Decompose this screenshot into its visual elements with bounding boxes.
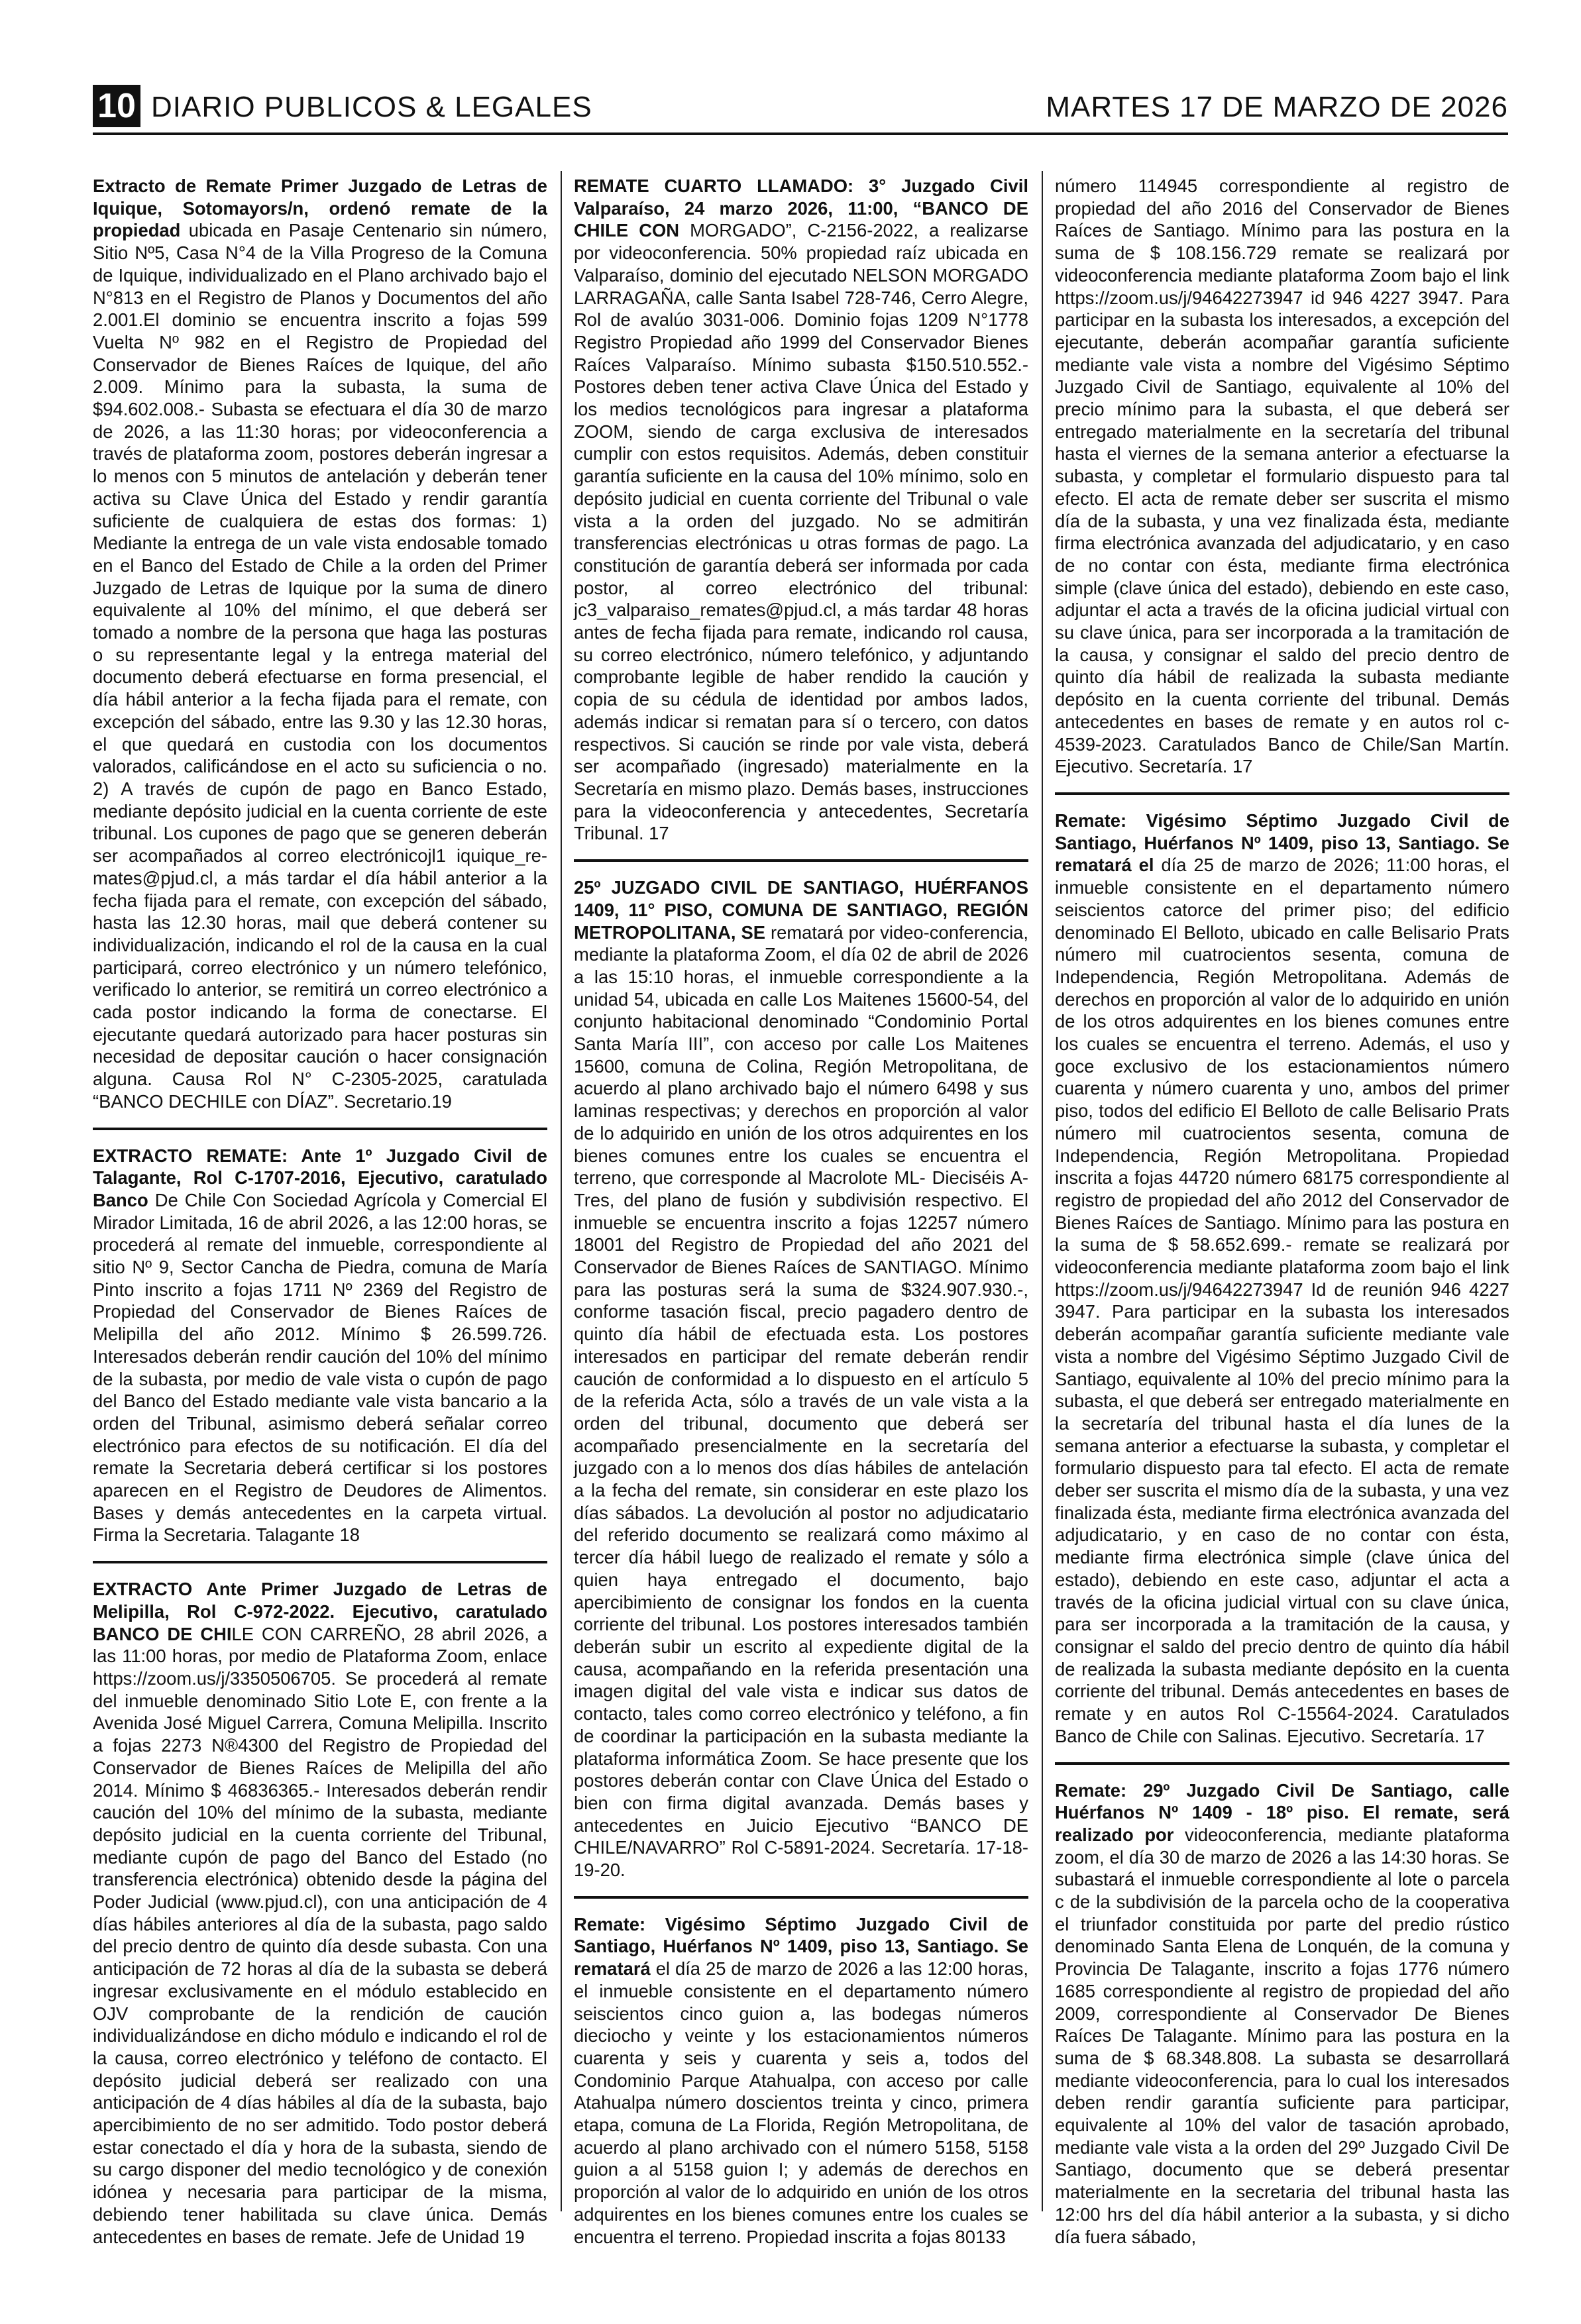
legal-notice <box>1055 1762 1509 2263</box>
column-divider <box>1042 171 1043 2211</box>
notice-heading: EXTRACTO REMATE: Ante 1º Juzgado Civil de Talagante, Rol C-1707-2016, Ejecutivo, caratulado Banco <box>93 1145 547 1210</box>
column-divider <box>561 171 562 2211</box>
notice-text <box>93 175 547 1113</box>
legal-notice <box>574 1896 1028 2263</box>
notice-text <box>93 1145 547 1547</box>
notice-body: número 114945 correspondiente al registro de propiedad del año 2016 del Conservador de Bienes Raíces de Santiago. Mínimo para las postura en la suma de $ 108.156.729 remate se realizará por videoconferencia mediante plataforma Zoom bajo el link https://zoom.us/j/94642273947 id 946 4227 3947. Para participar en la subasta los interesados, a excepción del ejecutante, deberán acompañar garantía suficiente mediante vale vista a nombre del Vigésimo Séptimo Juzgado Civil de Santiago, equivalente al 10% del precio mínimo para la subasta, el que deberá ser entregado materialmente en la secretaría del tribunal hasta el viernes de la semana anterior a efectuarse la subasta, y completar el formulario dispuesto para tal efecto. El acta de remate deber ser suscrita el mismo día de la subasta, y una vez finalizada ésta, mediante firma electrónica avanzada del adjudicatario, y en caso de no contar con ésta, mediante firma electrónica simple (clave única del estado), debiendo en este caso, adjuntar el acta a través de la oficina judicial virtual con su clave única, para ser incorporada a la tramitación de la causa, y consignar el saldo del precio dentro de quinto día hábil de realizada la subasta mediante depósito en la cuenta corriente del tribunal. Demás antecedentes en bases de remate y en autos rol c-4539-2023. Caratulados Banco de Chile/San Martín. Ejecutivo. Secretaría. 17 <box>1055 176 1509 777</box>
notice-body: LE CON CARREÑO, 28 abril 2026, a las 11:00 horas, por medio de Plataforma Zoom, enlace https://zoom.us/j/3350506705. Se procederá al remate del inmueble denominado Sitio Lote E, con frente a la Avenida José Miguel Carrera, Comuna Melipilla. Inscrito a fojas 2273 N®4300 del Registro de Propiedad del Conservador de Bienes Raíces de Melipilla del año 2014. Mínimo $ 46836365.- Interesados deberán rendir caución del 10% del mínimo de la subasta, mediante depósito judicial en la cuenta corriente del Tribunal, mediante cupón de pago del Banco del Estado (no transferencia electrónica) obtenido desde la página del Poder Judicial (www.pjud.cl), con una anticipación de 4 días hábiles anteriores al día de la subasta, pago saldo del precio dentro de quinto día desde subasta. Con una anticipación de 72 horas al día de la subasta se deberá ingresar exclusivamente en el módulo establecido en OJV comprobante de la rendición de caución individualizándose en dicho módulo e indicando el rol de la causa, correo electrónico y teléfono de contacto. El depósito judicial deberá ser realizado con una anticipación de 4 días hábiles al día de la subasta, bajo apercibimiento de no ser admitido. Todo postor deberá estar conectado el día y hora de la subasta, siendo de su cargo disponer del medio tecnológico y de conexión idónea y necesaria para participar de la misma, debiendo tener habilitada su clave única. Demás antecedentes en bases de remate. Jefe de Unidad 19 <box>93 1623 547 2247</box>
legal-notice <box>1055 792 1509 1762</box>
notice-text <box>1055 175 1509 778</box>
legal-notice-continued <box>1055 171 1509 792</box>
notice-heading: Extracto de Remate Primer Juzgado de Letras de Iquique, Sotomayors/n, ordenó remate de la propiedad <box>93 176 547 241</box>
column-2 <box>574 171 1028 2262</box>
notice-heading: Remate: 29º Juzgado Civil De Santiago, calle Huérfanos Nº 1409 - 18º piso. El remate, será realizado por <box>1055 1779 1509 1845</box>
notice-body: ubicada en Pasaje Centenario sin número, Sitio Nº5, Casa N°4 de la Villa Progreso de la Comuna de Iquique, individualizado en el Plano archivado bajo el N°813 en el Registro de Planos y Documentos del año 2.001.El dominio se encuentra inscrito a fojas 599 Vuelta Nº 982 en el Registro de Propiedad del Conservador de Bienes Raíces de Iquique, del año 2.009. Mínimo para la subasta, la suma de $94.602.008.- Subasta se efectuara el día 30 de marzo de 2026, a las 11:30 horas; por videoconferencia a través de plataforma zoom, postores deberán ingresar a lo menos con 5 minutos de antelación y deberán tener activa su Clave Única del Estado y rendir garantía suficiente de cualquiera de estas dos formas: 1) Mediante la entrega de un vale vista endosable tomado en el Banco del Estado de Chile a la orden del Primer Juzgado de Letras de Iquique por la suma de dinero equivalente al 10% del mínimo, el que deberá ser tomado a nombre de la persona que haga las posturas o su representante legal y la entrega material del documento deberá efectuarse en forma presencial, el día hábil anterior a la fecha fijada para el remate, con excepción del sábado, entre las 9.30 y las 12.30 horas, el que quedará en custodia con los documentos valorados, calificándose en el acto su suficiencia o no. 2) A través de cupón de pago en Banco Estado, mediante depósito judicial en la cuenta corriente de este tribunal. Los cupones de pago que se generen deberán ser acompañados al correo electrónicojl1 iquique_re-mates@pjud.cl, a más tardar el día hábil anterior a la fecha fijada para el remate, con excepción del sábado, hasta las 12.30 horas, mail que deberá contener su individualización, indicando el rol de la causa en la cual participará, correo electrónico y un número telefónico, verificado lo anterior, se remitirá un correo electrónico a cada postor indicando la forma de conectarse. El ejecutante quedará autorizado para hacer posturas sin necesidad de depositar caución o hacer consignación alguna. Causa Rol N° C-2305-2025, caratulada “BANCO DECHILE con DÍAZ”. Secretario.19 <box>93 220 547 1112</box>
notice-text <box>574 1913 1028 2248</box>
issue-date: MARTES 17 DE MARZO DE 2026 <box>1046 91 1508 123</box>
column-3 <box>1055 171 1509 2262</box>
legal-notice <box>574 859 1028 1896</box>
notice-heading: REMATE CUARTO LLAMADO: 3° Juzgado Civil Valparaíso, 24 marzo 2026, 11:00, “BANCO DE CHILE CON <box>574 176 1028 241</box>
notice-body: día 25 de marzo de 2026; 11:00 horas, el inmueble consistente en el departamento número seiscientos catorce del primer piso; del edificio denominado El Belloto, ubicado en calle Belisario Prats número mil cuatrocientos sesenta, comuna de Independencia, Región Metropolitana. Además de derechos en proporción al valor de lo adquirido en unión de los otros adquirentes en los bienes comunes entre los cuales se encuentra el terreno. Además, el uso y goce exclusivo de los estacionamientos número cuarenta y número cuarenta y uno, ambos del primer piso, todos del edificio El Belloto de calle Belisario Prats número mil cuatrocientos sesenta, comuna de Independencia, Región Metropolitana. Propiedad inscrita a fojas 44720 número 68175 correspondiente al registro de propiedad del año 2012 del Conservador de Bienes Raíces de Santiago. Mínimo para las postura en la suma de $ 58.652.699.- remate se realizará por videoconferencia mediante plataforma zoom bajo el link https://zoom.us/j/94642273947 Id de reunión 946 4227 3947. Para participar en la subasta los interesados deberán acompañar garantía suficiente mediante vale vista a nombre del Vigésimo Séptimo Juzgado Civil de Santiago, equivalente al 10% del precio mínimo para la subasta, el que deberá ser entregado materialmente en la secretaría del tribunal hasta el día lunes de la semana anterior a efectuarse la subasta, y completar el formulario dispuesto para tal efecto. El acta de remate deber ser suscrita el mismo día de la subasta, y una vez finalizada ésta, mediante firma electrónica avanzada del adjudicatario, y en caso de no contar con ésta, mediante firma electrónica simple (clave única del estado), debiendo en este caso, adjuntar el acta a través de la oficina judicial virtual con su clave única, para ser incorporada a la tramitación de la causa, y consignar el saldo del precio dentro de quinto día hábil de realizada la subasta mediante depósito en la cuenta corriente del tribunal. Demás antecedentes en bases de remate y en autos Rol C-15564-2024. Caratulados Banco de Chile con Salinas. Ejecutivo. Secretaría. 17 <box>1055 855 1509 1746</box>
notice-body: rematará por video-conferencia, mediante la plataforma Zoom, el día 02 de abril de 2026 a las 15:10 horas, el inmueble correspondiente a la unidad 54, ubicada en calle Los Maitenes 15600-54, del conjunto habitacional denominado “Condominio Portal Santa María III”, con acceso por calle Los Maitenes 15600, comuna de Colina, Región Metropolitana, de acuerdo al plano archivado bajo el número 6498 y sus laminas respectivas; y derechos en proporción al valor de lo adquirido en unión de los otros adquirentes en los bienes comunes entre los cuales se encuentra el terreno, que corresponde al Macrolote ML- Dieciséis A- Tres, del plano de fusión y subdivisión respectivo. El inmueble se encuentra inscrito a fojas 12257 número 18001 del Registro de Propiedad del año 2021 del Conservador de Bienes Raíces de SANTIAGO. Mínimo para las posturas será la suma de $324.907.930.-, conforme tasación fiscal, precio pagadero dentro de quinto día hábil de efectuada esta. Los postores interesados en participar del remate deberán rendir caución de conformidad a lo dispuesto en el artículo 5 de la referida Acta, sólo a través de un vale vista a la orden del tribunal, documento que deberá ser acompañado presencialmente en la secretaría del juzgado con a lo menos dos días hábiles de antelación a la fecha del remate, sin considerar en este plazo los días sábados. La devolución al postor no adjudicatario del referido documento se realizará como máximo al tercer día hábil luego de realizado el remate y sólo a quien haya entregado el documento, bajo apercibimiento de consignar los fondos en la cuenta corriente del tribunal. Los postores interesados también deberán subir un escrito al expediente digital de la causa, acompañando en la referida presentación una imagen digital del vale vista e indicar sus datos de contacto, tales como correo electrónico y teléfono, a fin de coordinar la participación en la subasta mediante la plataforma informática Zoom. Se hace presente que los postores deberán contar con Clave Única del Estado o bien con firma digital avanzada. Demás bases y antecedentes en Juicio Ejecutivo “BANCO DE CHILE/NAVARRO” Rol C-5891-2024. Secretaría. 17-18-19-20. <box>574 922 1029 1881</box>
notice-text <box>574 876 1028 1881</box>
column-1 <box>93 171 547 2262</box>
page-number: 10 <box>93 85 140 127</box>
notice-text <box>93 1578 547 2248</box>
notice-heading: EXTRACTO Ante Primer Juzgado de Letras de Melipilla, Rol C-972-2022. Ejecutivo, caratulado BANCO DE CHI <box>93 1579 547 1644</box>
legal-notice <box>93 1561 547 2262</box>
notice-text <box>574 175 1028 845</box>
newspaper-name: DIARIO PUBLICOS & LEGALES <box>151 91 592 123</box>
legal-notice <box>93 1128 547 1561</box>
notice-heading: Remate: Vigésimo Séptimo Juzgado Civil de Santiago, Huérfanos Nº 1409, piso 13, Santiago. Se rematará <box>574 1913 1028 1980</box>
notice-body: videoconferencia, mediante plataforma zoom, el día 30 de marzo de 2026 a las 14:30 horas. Se subastará el inmueble correspondiente al lote o parcela c de la subdivisión de la parcela ocho de la cooperativa el triunfador constituida por parte del predio rústico denominado Santa Elena de Lonquén, de la comuna y Provincia De Talagante, inscrito a fojas 1776 número 1685 correspondiente al registro de propiedad del año 2009, correspondiente al Conservador De Bienes Raíces De Talagante. Mínimo para las postura en la suma de $ 68.348.808. La subasta se desarrollará mediante videoconferencia, para lo cual los interesados deben rendir garantía suficiente para participar, equivalente al 10% del valor de tasación aprobado, mediante vale vista a la orden del 29º Juzgado Civil De Santiago, documento que se deberá presentar materialmente en la secretaria del tribunal hasta las 12:00 hrs del día hábil anterior a la subasta, y si dicho día fuera sábado, <box>1055 1824 1509 2247</box>
notice-text <box>1055 810 1509 1748</box>
legal-notice <box>574 171 1028 859</box>
notice-heading: 25º JUZGADO CIVIL DE SANTIAGO, HUÉRFANOS 1409, 11° PISO, COMUNA DE SANTIAGO, REGIÓN METROPOLITANA, SE <box>574 877 1028 943</box>
notice-body: MORGADO”, C-2156-2022, a realizarse por videoconferencia. 50% propiedad raíz ubicada en Valparaíso, dominio del ejecutado NELSON MORGADO LARRAGAÑA, calle Santa Isabel 728-746, Cerro Alegre, Rol de avalúo 3031-006. Dominio fojas 1209 N°1778 Registro Propiedad año 1999 del Conservador Bienes Raíces Valparaíso. Mínimo subasta $150.510.552.- Postores deben tener activa Clave Única del Estado y los medios tecnológicos para ingresar a plataforma ZOOM, siendo de carga exclusiva de interesados cumplir con estos requisitos. Además, deben constituir garantía suficiente en la causa del 10% mínimo, solo en depósito judicial en cuenta corriente del Tribunal o vale vista a la orden del juzgado. No se admitirán transferencias electrónicas u otras formas de pago. La constitución de garantía deberá ser informada por cada postor, al correo electrónico del tribunal: jc3_valparaiso_remates@pjud.cl, a más tardar 48 horas antes de fecha fijada para remate, indicando rol causa, su correo electrónico, número telefónico, y adjuntando comprobante legible de haber rendido la caución y copia de su cédula de identidad por ambos lados, además indicar si rematan para sí o tercero, con datos respectivos. Si caución se rinde por vale vista, deberá ser acompañado (ingresado) materialmente en la Secretaría en mismo plazo. Demás bases, instrucciones para la videoconferencia y antecedentes, Secretaría Tribunal. 17 <box>574 220 1028 844</box>
legal-notice <box>93 171 547 1128</box>
notice-heading: Remate: Vigésimo Séptimo Juzgado Civil de Santiago, Huérfanos Nº 1409, piso 13, Santiago. Se rematará el <box>1055 810 1509 876</box>
page-header <box>93 85 1508 135</box>
notice-body: el día 25 de marzo de 2026 a las 12:00 horas, el inmueble consistente en el departamento número seiscientos cinco guion a, las bodegas números dieciocho y veinte y los estacionamientos números cuarenta y seis y cuarenta y seis a, todos del Condominio Parque Atahualpa, con acceso por calle Atahualpa número doscientos treinta y cinco, primera etapa, comuna de La Florida, Región Metropolitana, de acuerdo al plano archivado con el número 5158, 5158 guion a al 5158 guion I; y además de derechos en proporción al valor de lo adquirido en unión de los otros adquirentes en los bienes comunes entre los cuales se encuentra el terreno. Propiedad inscrita a fojas 80133 <box>574 1958 1028 2247</box>
notice-body: De Chile Con Sociedad Agrícola y Comercial El Mirador Limitada, 16 de abril 2026, a las 12:00 horas, se procederá al remate del inmueble, correspondiente al sitio Nº 9, Sector Cancha de Piedra, comuna de María Pinto inscrito a fojas 1711 Nº 2369 del Registro de Propiedad del Conservador de Bienes Raíces de Melipilla del año 2012. Mínimo $ 26.599.726. Interesados deberán rendir caución del 10% del mínimo de la subasta, por medio de vale vista o cupón de pago del Banco del Estado mediante vale vista bancario a la orden del Tribunal, asimismo deberá señalar correo electrónico para efectos de su notificación. El día del remate la Secretaria deberá certificar si los postores aparecen en el Registro de Deudores de Alimentos. Bases y demás antecedentes en la carpeta virtual. Firma la Secretaria. Talagante 18 <box>93 1189 547 1546</box>
notice-text <box>1055 1779 1509 2248</box>
